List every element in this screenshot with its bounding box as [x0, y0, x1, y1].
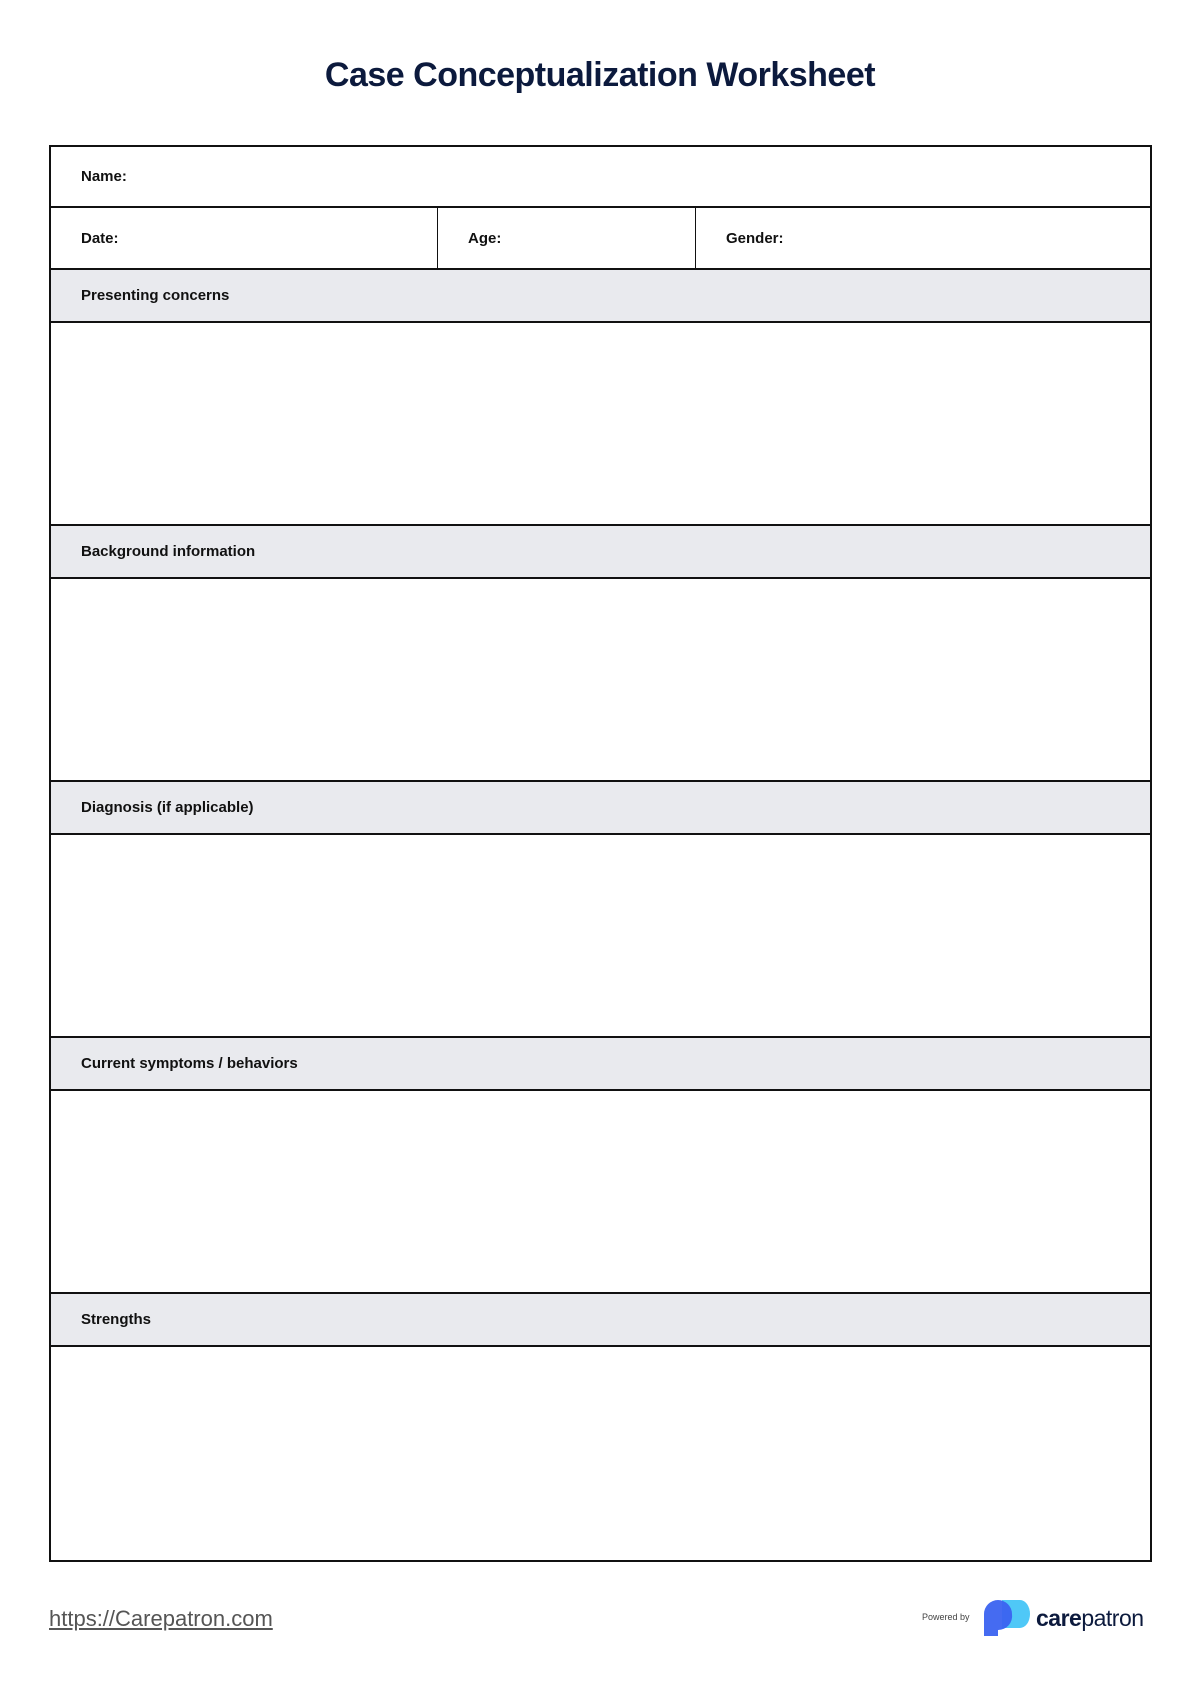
brand-name	[1036, 1605, 1144, 1632]
section-label: Strengths	[81, 1311, 152, 1328]
diagnosis-area[interactable]	[51, 835, 1150, 1038]
section-label: Background information	[81, 543, 256, 560]
brand-rest: patron	[1081, 1604, 1144, 1631]
section-header-background-information	[51, 526, 1150, 579]
details-row	[51, 208, 1150, 270]
powered-by-label: Powered by	[922, 1612, 970, 1622]
section-label: Presenting concerns	[81, 287, 230, 304]
current-symptoms-area[interactable]	[51, 1091, 1150, 1294]
section-header-presenting-concerns	[51, 270, 1150, 323]
gender-field[interactable]: Gender:	[695, 208, 1150, 268]
carepatron-logo-icon	[984, 1600, 1030, 1636]
date-field[interactable]: Date:	[81, 229, 119, 247]
section-label: Diagnosis (if applicable)	[81, 799, 254, 816]
carepatron-logo	[984, 1600, 1144, 1636]
page-title: Case Conceptualization Worksheet	[324, 56, 876, 94]
carepatron-link[interactable]: https://Carepatron.com	[49, 1606, 273, 1631]
section-label: Current symptoms / behaviors	[81, 1055, 298, 1072]
brand-bold: care	[1036, 1604, 1082, 1631]
name-field[interactable]: Name:	[81, 168, 127, 185]
section-header-current-symptoms	[51, 1038, 1150, 1091]
worksheet-table	[49, 145, 1152, 1562]
age-field[interactable]: Age:	[437, 208, 695, 268]
background-information-area[interactable]	[51, 579, 1150, 782]
section-header-diagnosis	[51, 782, 1150, 835]
strengths-area[interactable]	[51, 1347, 1150, 1560]
presenting-concerns-area[interactable]	[51, 323, 1150, 526]
section-header-strengths	[51, 1294, 1150, 1347]
name-row	[51, 147, 1150, 208]
